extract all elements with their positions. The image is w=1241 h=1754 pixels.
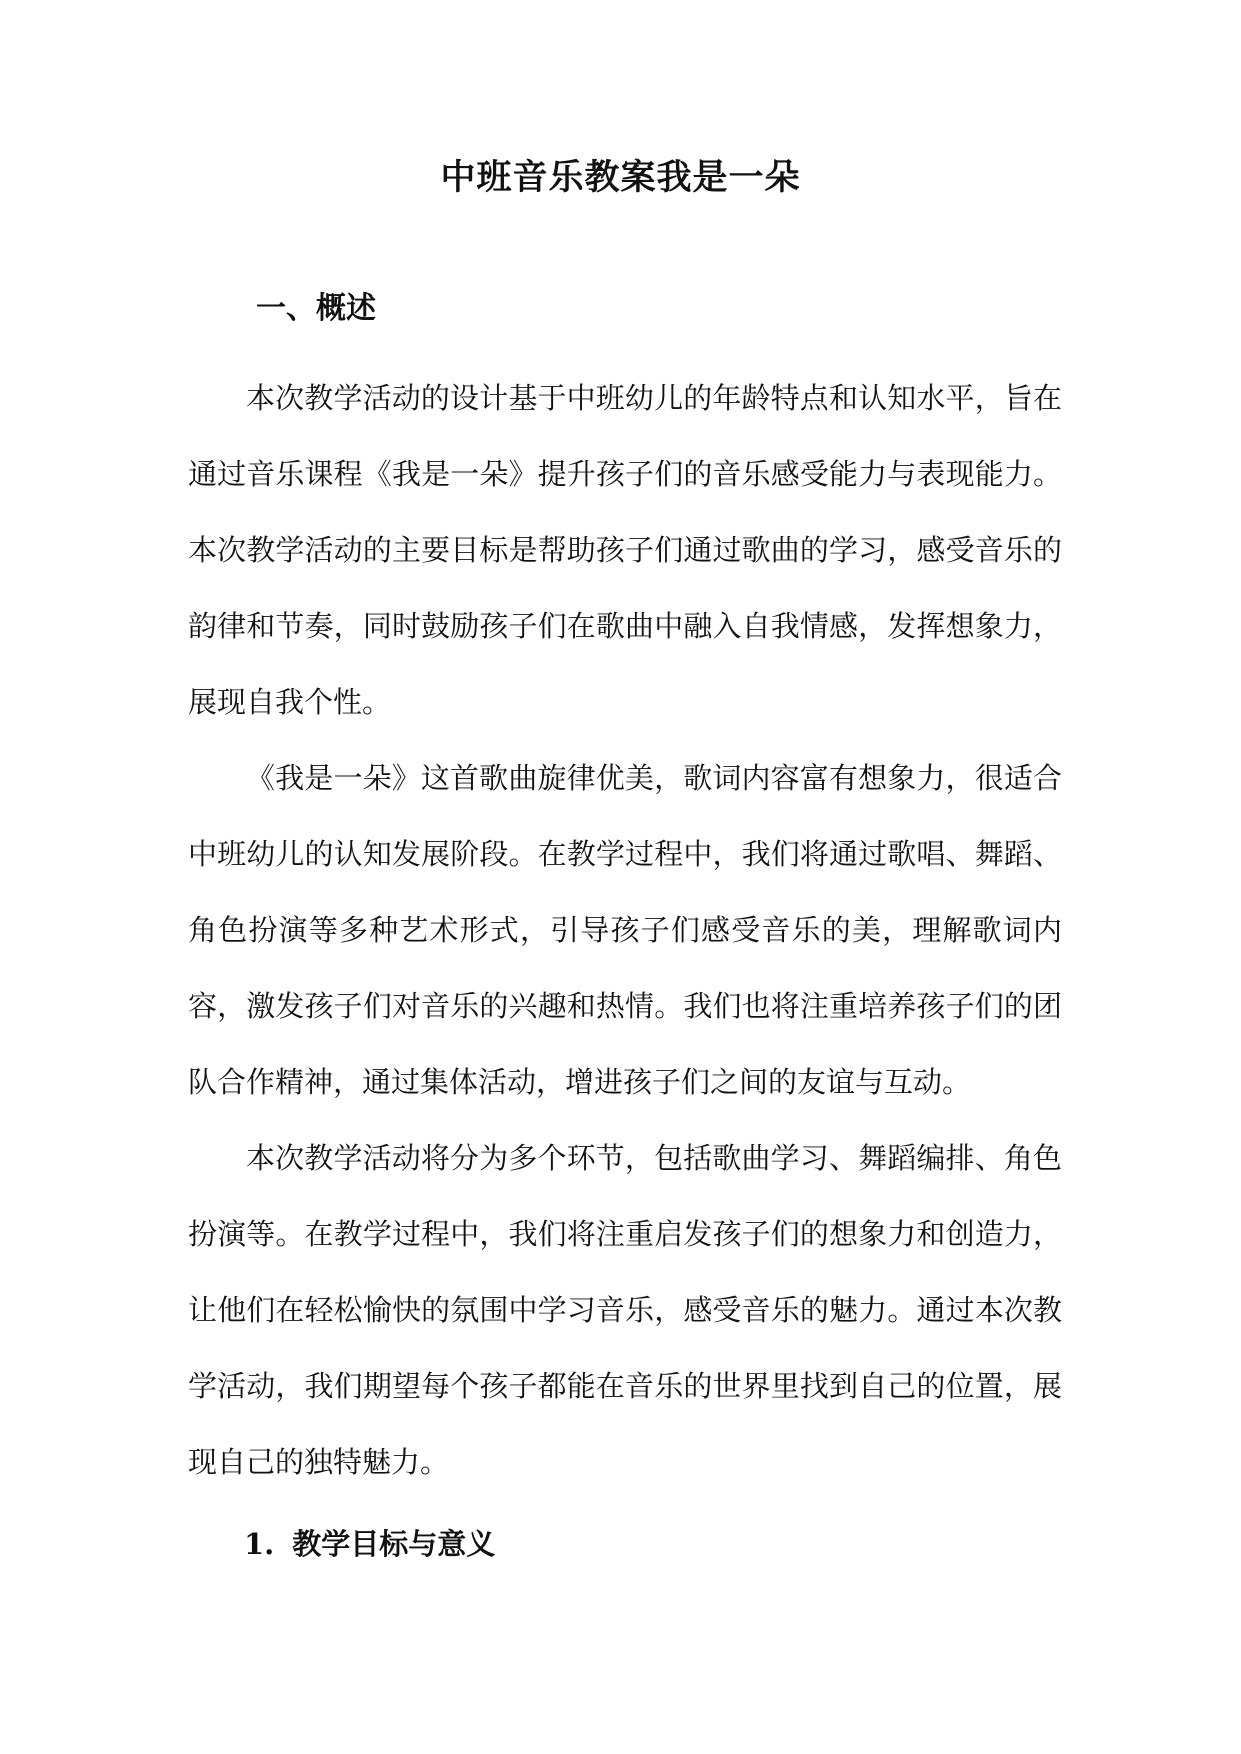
section-heading-overview: 一、概述 <box>256 291 376 326</box>
paragraph-1: 本次教学活动的设计基于中班幼儿的年龄特点和认知水平，旨在通过音乐课程《我是一朵》提升孩子们的音乐感受能力与表现能力。本次教学活动的主要目标是帮助孩子们通过歌曲的学习，感受音乐的韵律和节奏，同时鼓励孩子们在歌曲中融入自我情感，发挥想象力，展现自我个性。 <box>188 381 1062 719</box>
document-title: 中班音乐教案我是一朵 <box>440 157 801 198</box>
overview-body <box>188 360 1062 1500</box>
paragraph-3: 本次教学活动将分为多个环节，包括歌曲学习、舞蹈编排、角色扮演等。在教学过程中，我们将注重启发孩子们的想象力和创造力，让他们在轻松愉快的氛围中学习音乐，感受音乐的魅力。通过本次教学活动，我们期望每个孩子都能在音乐的世界里找到自己的位置，展现自己的独特魅力。 <box>188 1141 1062 1479</box>
subsection-title: 教学目标与意义 <box>292 1527 496 1561</box>
subsection-heading <box>244 1522 495 1563</box>
paragraph-2: 《我是一朵》这首歌曲旋律优美，歌词内容富有想象力，很适合中班幼儿的认知发展阶段。在教学过程中，我们将通过歌唱、舞蹈、角色扮演等多种艺术形式，引导孩子们感受音乐的美，理解歌词内容，激发孩子们对音乐的兴趣和热情。我们也将注重培养孩子们的团队合作精神，通过集体活动，增进孩子们之间的友谊与互动。 <box>188 761 1062 1099</box>
subsection-number: 1. <box>244 1527 275 1561</box>
